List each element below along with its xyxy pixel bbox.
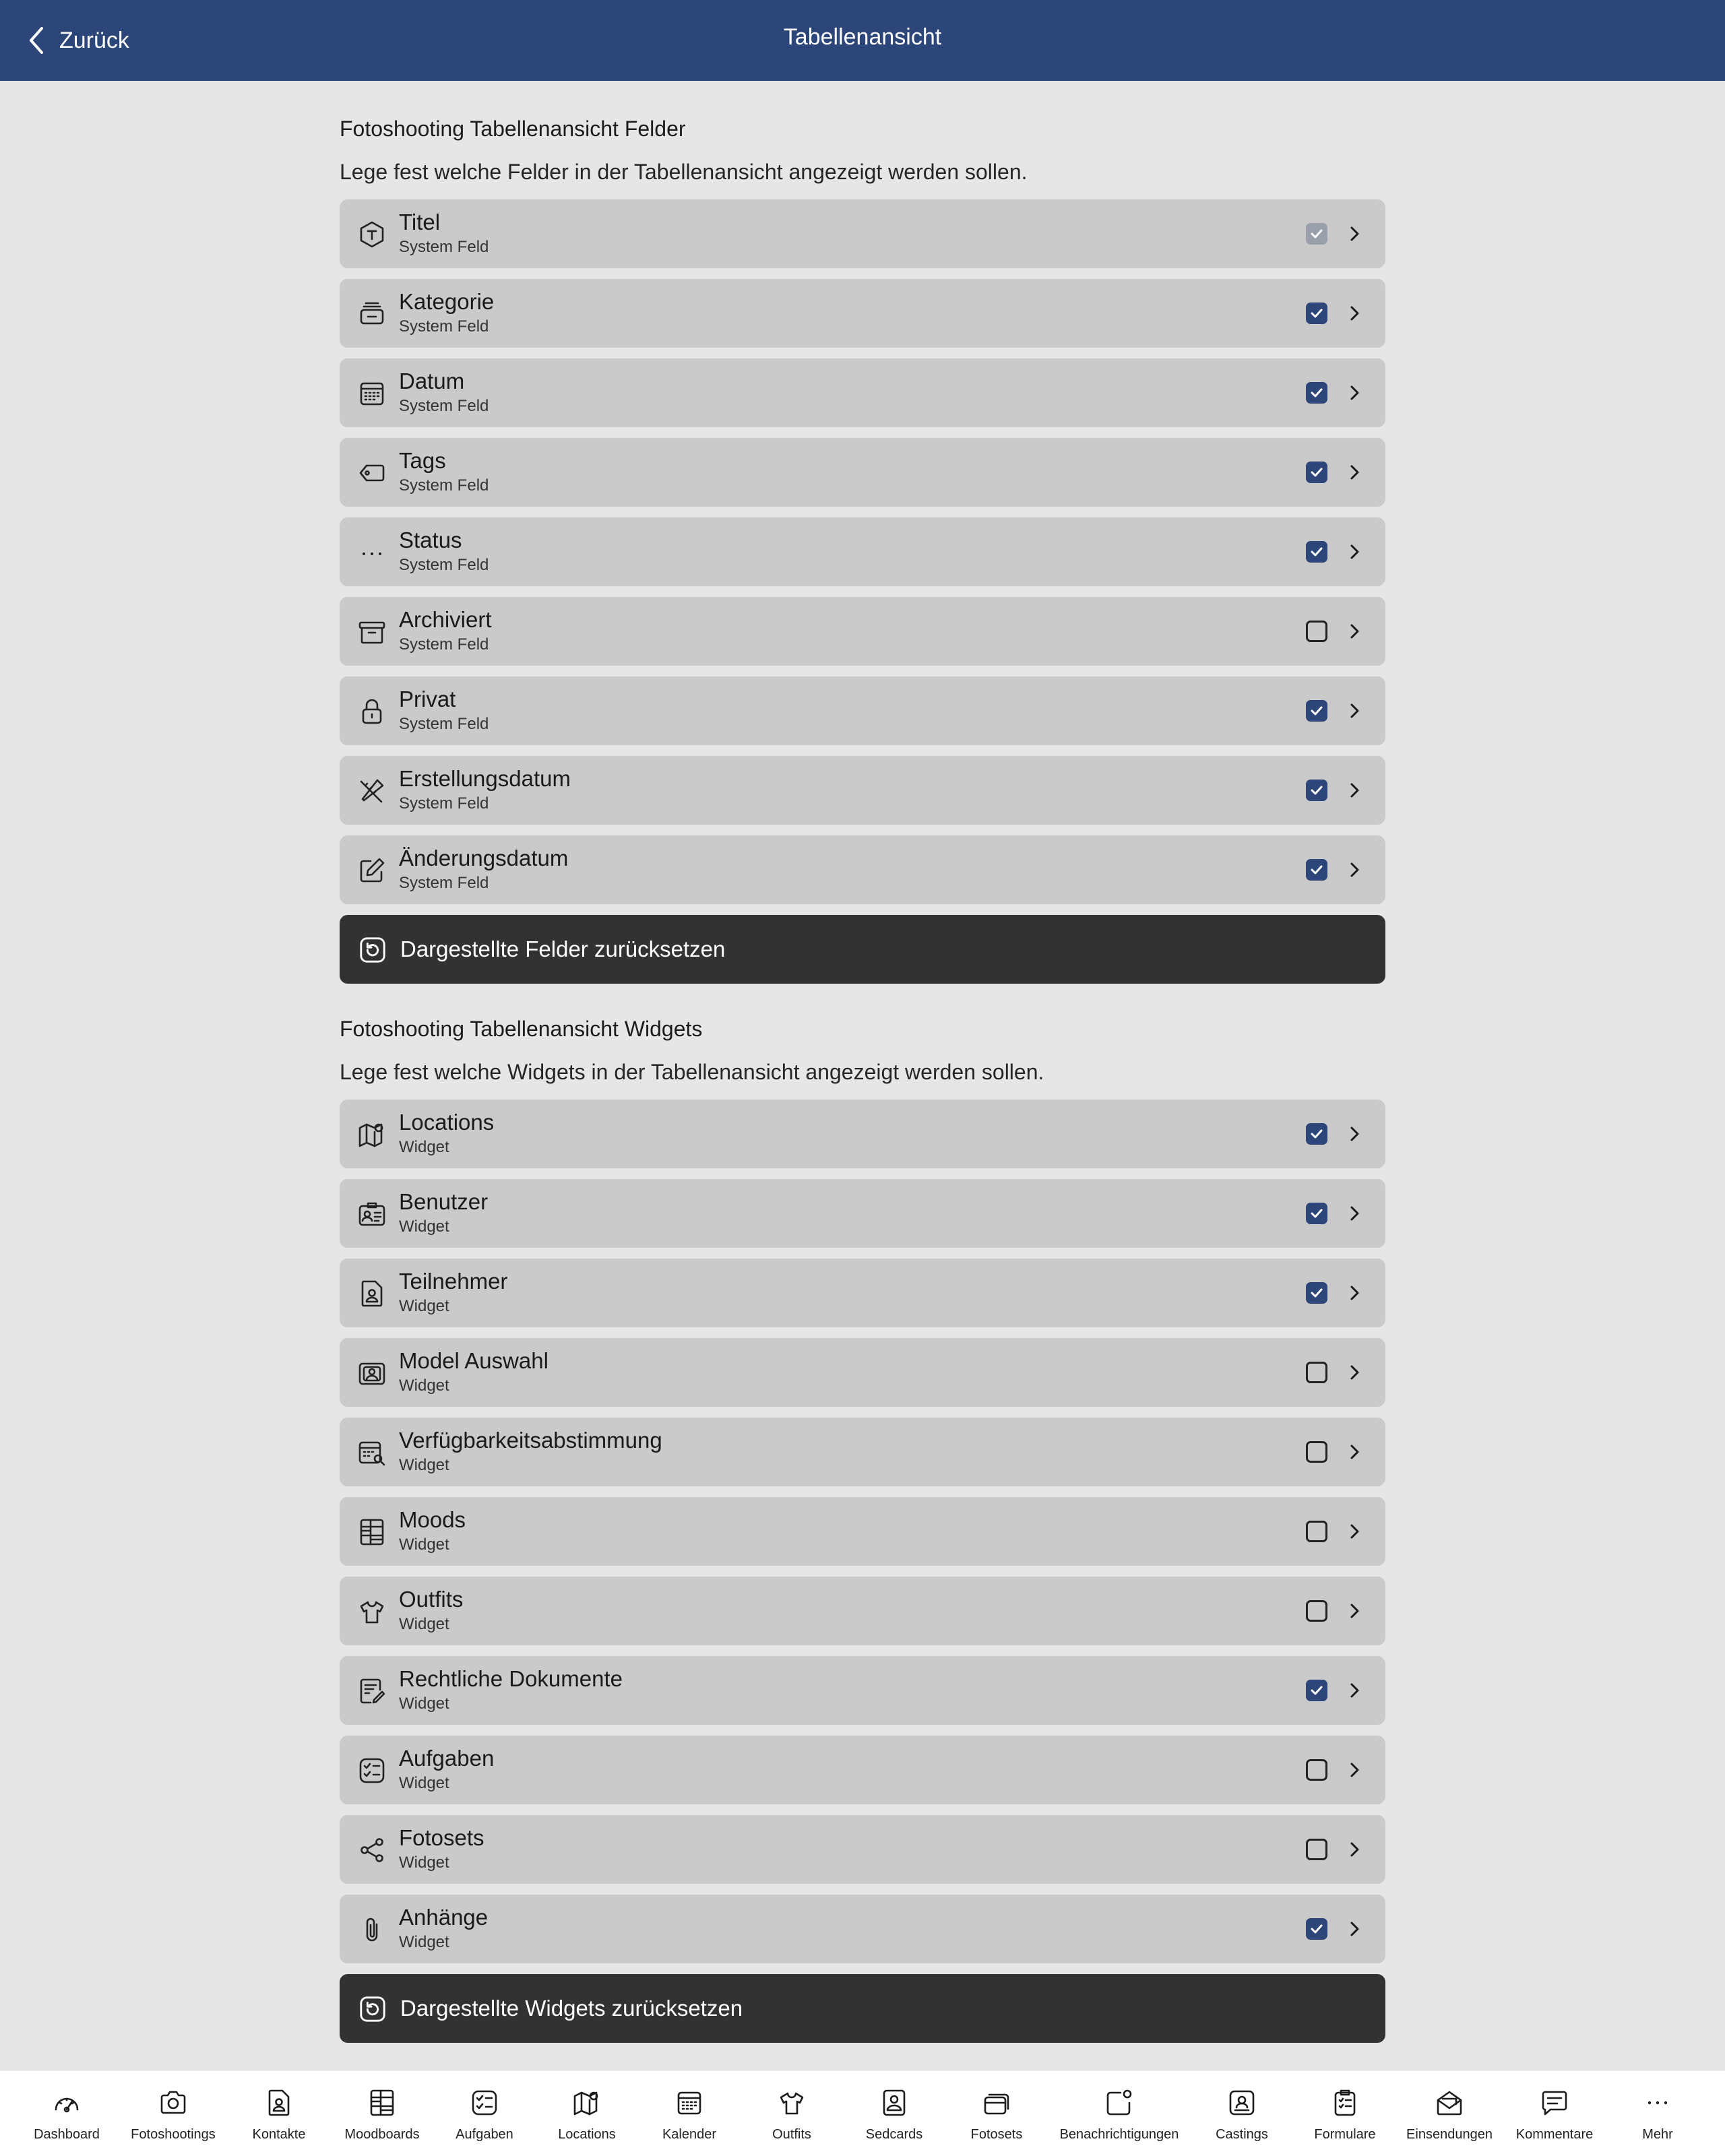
calendar-search-icon	[357, 1438, 387, 1467]
visibility-checkbox[interactable]	[1306, 1839, 1327, 1860]
row-icon	[357, 379, 387, 408]
row-subtitle: System Feld	[399, 794, 489, 813]
visibility-checkbox[interactable]	[1306, 541, 1327, 563]
checklist-icon	[357, 1756, 387, 1785]
title-icon	[357, 220, 387, 249]
row-title: Outfits	[399, 1587, 464, 1612]
chevron-right-icon	[1348, 1761, 1361, 1779]
widget-row[interactable]	[340, 1179, 1385, 1248]
row-icon	[357, 856, 387, 885]
chevron-right-icon	[1348, 1840, 1361, 1859]
row-title: Locations	[399, 1110, 495, 1135]
checkmark-icon	[1310, 387, 1323, 399]
row-title: Benutzer	[399, 1189, 489, 1214]
row-title: Änderungsdatum	[399, 846, 569, 870]
row-subtitle: System Feld	[399, 317, 489, 336]
row-title: Fotosets	[399, 1825, 484, 1850]
widget-row[interactable]	[340, 1100, 1385, 1168]
row-title: Titel	[399, 210, 441, 234]
row-title: Anhänge	[399, 1905, 489, 1930]
row-icon	[357, 1517, 387, 1547]
contact-file-icon	[357, 1279, 387, 1308]
field-row[interactable]	[340, 756, 1385, 825]
camera-icon	[158, 2088, 188, 2118]
checkmark-icon	[1310, 784, 1323, 796]
notification-icon	[1104, 2088, 1134, 2118]
tab-label: Aufgaben	[456, 2127, 513, 2142]
row-subtitle: System Feld	[399, 874, 489, 892]
calendar-icon	[357, 379, 387, 408]
visibility-checkbox[interactable]	[1306, 1203, 1327, 1224]
row-subtitle: System Feld	[399, 476, 489, 495]
row-icon	[357, 697, 387, 726]
row-icon	[357, 1597, 387, 1626]
tab-kalender[interactable]	[638, 2070, 741, 2156]
more-icon	[1643, 2088, 1672, 2118]
row-title: Teilnehmer	[399, 1269, 508, 1294]
tab-moodboards[interactable]	[331, 2070, 433, 2156]
row-subtitle: Widget	[399, 1376, 449, 1395]
row-title: Verfügbarkeitsabstimmung	[399, 1428, 662, 1453]
tab-label: Sedcards	[865, 2127, 923, 2142]
tab-label: Mehr	[1642, 2127, 1673, 2142]
reset-widgets-label: Dargestellte Widgets zurücksetzen	[400, 1996, 743, 2021]
tab-label: Formulare	[1314, 2127, 1376, 2142]
row-icon	[357, 617, 387, 647]
checkmark-icon	[1310, 864, 1323, 876]
tab-einsendungen[interactable]	[1398, 2070, 1501, 2156]
row-icon	[357, 220, 387, 249]
row-subtitle: Widget	[399, 1694, 449, 1713]
row-title: Privat	[399, 687, 456, 711]
tab-formulare[interactable]	[1294, 2070, 1396, 2156]
clipboard-icon	[1330, 2088, 1360, 2118]
sedcard-icon	[879, 2088, 909, 2118]
tab-locations[interactable]	[536, 2070, 638, 2156]
category-icon	[357, 299, 387, 329]
row-icon	[357, 458, 387, 488]
row-subtitle: Widget	[399, 1535, 449, 1554]
fields-section-title: Fotoshooting Tabellenansicht Felder	[340, 117, 686, 141]
tab-label: Kommentare	[1515, 2127, 1594, 2142]
visibility-checkbox[interactable]	[1306, 859, 1327, 881]
checkmark-icon	[1310, 1128, 1323, 1140]
row-subtitle: Widget	[399, 1456, 449, 1474]
tab-label: Castings	[1216, 2127, 1268, 2142]
tab-label: Outfits	[772, 2127, 811, 2142]
chevron-right-icon	[1348, 1602, 1361, 1620]
contact-file-icon	[264, 2088, 294, 2118]
tab-label: Moodboards	[344, 2127, 420, 2142]
tab-aufgaben[interactable]	[433, 2070, 536, 2156]
chevron-right-icon	[1348, 383, 1361, 402]
visibility-checkbox[interactable]	[1306, 1918, 1327, 1940]
row-subtitle: System Feld	[399, 397, 489, 415]
visibility-checkbox[interactable]	[1306, 303, 1327, 324]
row-subtitle: System Feld	[399, 715, 489, 733]
chevron-right-icon	[1348, 1442, 1361, 1461]
main-content	[340, 115, 1385, 2043]
casting-icon	[1227, 2088, 1257, 2118]
checkmark-icon	[1310, 705, 1323, 717]
field-row[interactable]	[340, 279, 1385, 348]
widgets-section-description: Lege fest welche Widgets in der Tabellenansicht angezeigt werden sollen.	[340, 1060, 1044, 1084]
widgets-section-title: Fotoshooting Tabellenansicht Widgets	[340, 1017, 703, 1041]
row-icon	[357, 1756, 387, 1785]
mail-open-icon	[1435, 2088, 1464, 2118]
row-title: Moods	[399, 1507, 466, 1532]
chevron-right-icon	[1348, 701, 1361, 720]
chevron-right-icon	[1348, 1920, 1361, 1938]
row-icon	[357, 1199, 387, 1229]
widget-row[interactable]	[340, 1418, 1385, 1486]
widget-row[interactable]	[340, 1577, 1385, 1645]
checkmark-icon	[1310, 307, 1323, 319]
tag-icon	[357, 458, 387, 488]
row-subtitle: Widget	[399, 1297, 449, 1315]
chevron-right-icon	[1348, 1681, 1361, 1700]
field-row[interactable]	[340, 835, 1385, 904]
row-subtitle: Widget	[399, 1774, 449, 1792]
pencil-ruler-icon	[357, 776, 387, 806]
chevron-right-icon	[1348, 1363, 1361, 1382]
row-icon	[357, 1438, 387, 1467]
reset-fields-label: Dargestellte Felder zurücksetzen	[400, 937, 726, 961]
lock-icon	[357, 697, 387, 726]
row-icon	[357, 538, 387, 567]
chevron-right-icon	[1348, 1204, 1361, 1223]
field-row[interactable]	[340, 438, 1385, 507]
reset-fields-button[interactable]	[340, 915, 1385, 984]
visibility-checkbox[interactable]	[1306, 1362, 1327, 1383]
row-icon	[357, 1915, 387, 1944]
chevron-right-icon	[1348, 224, 1361, 243]
checklist-icon	[470, 2088, 499, 2118]
tab-label: Kalender	[662, 2127, 717, 2142]
tab-benachrichtigungen[interactable]	[1059, 2070, 1179, 2156]
field-row[interactable]	[340, 199, 1385, 268]
visibility-checkbox[interactable]	[1306, 621, 1327, 642]
chevron-right-icon	[1348, 1522, 1361, 1541]
checkmark-icon	[1310, 466, 1323, 478]
widget-row[interactable]	[340, 1895, 1385, 1963]
checkmark-icon	[1310, 1207, 1323, 1219]
reset-widgets-button[interactable]	[340, 1974, 1385, 2043]
chevron-right-icon	[1348, 781, 1361, 800]
row-icon	[357, 1279, 387, 1308]
tab-kommentare[interactable]	[1503, 2070, 1606, 2156]
row-title: Rechtliche Dokumente	[399, 1666, 623, 1691]
row-icon	[357, 1358, 387, 1388]
widget-row[interactable]	[340, 1815, 1385, 1884]
widgets-list	[340, 1100, 1385, 1963]
dashboard-icon	[52, 2088, 82, 2118]
paperclip-icon	[357, 1915, 387, 1944]
tab-castings[interactable]	[1191, 2070, 1293, 2156]
reset-icon	[358, 1995, 387, 2023]
visibility-checkbox[interactable]	[1306, 1282, 1327, 1304]
row-title: Aufgaben	[399, 1746, 495, 1771]
back-label: Zurück	[59, 27, 129, 53]
visibility-checkbox[interactable]	[1306, 700, 1327, 722]
row-title: Model Auswahl	[399, 1348, 548, 1373]
row-subtitle: System Feld	[399, 635, 489, 654]
chevron-right-icon	[1348, 463, 1361, 482]
archive-icon	[357, 617, 387, 647]
row-title: Status	[399, 528, 462, 552]
chevron-right-icon	[1348, 542, 1361, 561]
shirt-icon	[357, 1597, 387, 1626]
share-icon	[357, 1835, 387, 1865]
row-subtitle: System Feld	[399, 556, 489, 574]
visibility-checkbox[interactable]	[1306, 1600, 1327, 1622]
visibility-checkbox[interactable]	[1306, 1680, 1327, 1701]
visibility-checkbox[interactable]	[1306, 1521, 1327, 1542]
row-subtitle: System Feld	[399, 238, 489, 256]
document-sign-icon	[357, 1676, 387, 1706]
visibility-checkbox[interactable]	[1306, 1123, 1327, 1145]
tab-kontakte[interactable]	[228, 2070, 330, 2156]
fields-section-description: Lege fest welche Felder in der Tabellenansicht angezeigt werden sollen.	[340, 160, 1028, 184]
moodboard-icon	[357, 1517, 387, 1547]
tab-outfits[interactable]	[741, 2070, 843, 2156]
row-icon	[357, 299, 387, 329]
shirt-icon	[777, 2088, 807, 2118]
chevron-right-icon	[1348, 1124, 1361, 1143]
widget-row[interactable]	[340, 1656, 1385, 1725]
tab-dashboard[interactable]	[15, 2070, 118, 2156]
moodboard-icon	[367, 2088, 397, 2118]
row-subtitle: Widget	[399, 1217, 449, 1236]
chevron-right-icon	[1348, 304, 1361, 323]
row-title: Datum	[399, 369, 465, 393]
visibility-checkbox[interactable]	[1306, 462, 1327, 483]
visibility-checkbox[interactable]	[1306, 1441, 1327, 1463]
tab-fotoshootings[interactable]	[122, 2070, 224, 2156]
reset-icon	[358, 936, 387, 964]
widget-row[interactable]	[340, 1338, 1385, 1407]
tab-fotosets[interactable]	[945, 2070, 1048, 2156]
tab-label: Fotoshootings	[131, 2127, 216, 2142]
row-subtitle: Widget	[399, 1615, 449, 1633]
model-select-icon	[357, 1358, 387, 1388]
tab-label: Locations	[558, 2127, 616, 2142]
checkmark-icon	[1310, 1684, 1323, 1697]
field-row[interactable]	[340, 597, 1385, 666]
map-pin-icon	[357, 1120, 387, 1149]
chevron-right-icon	[1348, 860, 1361, 879]
visibility-checkbox[interactable]	[1306, 382, 1327, 404]
edit-icon	[357, 856, 387, 885]
navigation-bar	[0, 0, 1725, 81]
comment-icon	[1540, 2088, 1569, 2118]
row-icon	[357, 1120, 387, 1149]
tab-label: Kontakte	[252, 2127, 306, 2142]
row-icon	[357, 1676, 387, 1706]
checkmark-icon	[1310, 546, 1323, 558]
map-pin-icon	[572, 2088, 602, 2118]
chevron-right-icon	[1348, 1283, 1361, 1302]
field-row[interactable]	[340, 358, 1385, 427]
field-row[interactable]	[340, 517, 1385, 586]
ellipsis-icon	[357, 538, 387, 567]
checkmark-icon	[1310, 228, 1323, 240]
visibility-checkbox[interactable]	[1306, 780, 1327, 801]
tab-sedcards[interactable]	[843, 2070, 945, 2156]
row-subtitle: Widget	[399, 1933, 449, 1951]
page-title: Tabellenansicht	[783, 24, 942, 50]
row-icon	[357, 776, 387, 806]
row-icon	[357, 1835, 387, 1865]
photosets-icon	[982, 2088, 1011, 2118]
widget-row[interactable]	[340, 1497, 1385, 1566]
id-card-icon	[357, 1199, 387, 1229]
bottom-tab-bar	[0, 2070, 1725, 2156]
checkmark-icon	[1310, 1923, 1323, 1935]
tab-label: Dashboard	[34, 2127, 100, 2142]
row-title: Kategorie	[399, 289, 495, 314]
visibility-checkbox	[1306, 223, 1327, 245]
tab-mehr[interactable]	[1606, 2070, 1709, 2156]
tab-label: Benachrichtigungen	[1059, 2127, 1179, 2142]
chevron-right-icon	[1348, 622, 1361, 641]
tab-label: Fotosets	[970, 2127, 1023, 2142]
row-subtitle: Widget	[399, 1853, 449, 1872]
widget-row[interactable]	[340, 1736, 1385, 1804]
row-title: Erstellungsdatum	[399, 766, 571, 791]
widget-row[interactable]	[340, 1259, 1385, 1327]
tab-label: Einsendungen	[1406, 2127, 1493, 2142]
fields-list	[340, 199, 1385, 904]
row-title: Tags	[399, 448, 446, 473]
visibility-checkbox[interactable]	[1306, 1759, 1327, 1781]
calendar-icon	[675, 2088, 704, 2118]
checkmark-icon	[1310, 1287, 1323, 1299]
row-subtitle: Widget	[399, 1138, 449, 1156]
row-title: Archiviert	[399, 607, 492, 632]
field-row[interactable]	[340, 676, 1385, 745]
